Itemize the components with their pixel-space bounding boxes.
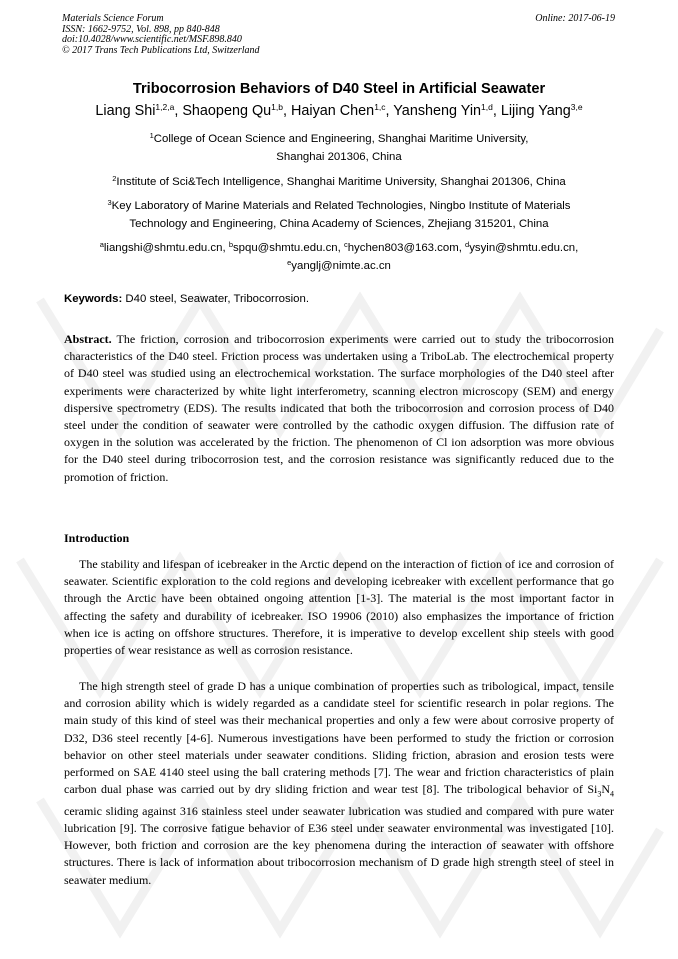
affiliation-2: $^2$Institute of Sci&Tech Intelligence, Shanghai Maritime University, Shanghai 201306, China [112, 174, 566, 188]
doi-line: doi:10.4028/www.scientific.net/MSF.898.840 [62, 34, 242, 46]
section-heading-introduction: Introduction [64, 531, 130, 545]
author-name: Haiyan Chen [290, 103, 375, 119]
keywords-label: Keywords: [64, 293, 123, 305]
keywords [64, 293, 309, 305]
email-c: hychen803@163.com, [347, 242, 462, 254]
author-name: Yansheng Yin [393, 103, 482, 119]
email-e: yanglj@nimte.ac.cn [291, 259, 391, 272]
email-a: liangshi@shmtu.edu.cn, [103, 242, 226, 254]
intro-paragraph-2: The high strength steel of grade D has a unique combination of properties such as tribological, impact, tensile and corrosion ability which is widely regarded as a candidate steel for scientific research in polar regions. The main study of this kind of steel was their mechanical properties and only a few were about corrosive property of D32, D36 steel recently [4-6]. Numerous investigations have been performed to study the friction or corrosion behavior on other steel materials under seawater conditions. Sliding friction, abrasion and erosion tests were performed on SAE 4140 steel using the ball cratering methods [7]. The wear and friction characteristics of plain carbon dual phase was carried out by dry sliding friction and wear test [8]. The tribological behavior of $Si_3N_4$ ceramic sliding against 316 stainless steel under seawater lubrication was studied and compared with pure water lubrication [9]. The corrosive fatigue behavior of E36 steel under seawater environmental was investigated [10]. However, both friction and corrosion are the key phenomena during the interaction of seawater with offshore structures. There is lack of information about tribocorrosion mechanism of D grade high strength steel of steel in seawater medium. [64, 679, 614, 887]
intro-paragraph-1: The stability and lifespan of icebreaker in the Arctic depend on the interaction of fiction of ice and corrosion of seawater. Scientific exploration to the cold regions and developing icebreaker with excellent performance that go through the Arctic have been obtained ongoing attention [1-3]. The material is the most important factor in affecting the safety and durability of icebreaker. ISO 19906 (2010) also emphasizes the importance of friction when ice is acting on offshore structures. Therefore, it is imperative to develop excellent ship steels with good properties of wear resistance as well as corrosion resistance. [64, 557, 614, 658]
chemical-formula: $Si_3N_4$ [587, 782, 614, 799]
author-name: Shaopeng Qu [182, 103, 272, 119]
author-name: Liang Shi [95, 103, 156, 119]
email-d: ysyin@shmtu.edu.cn, [469, 242, 579, 254]
journal-name: Materials Science Forum [62, 13, 164, 24]
issn-line: ISSN: 1662-9752, Vol. 898, pp 840-848 [62, 23, 220, 35]
author-emails: $^a$liangshi@shmtu.edu.cn, $^b$spqu@shmtu.edu.cn, $^c$hychen803@163.com, $^d$ysyin@shmtu.edu.cn, $^e$yanglj@nimte.ac.cn [99, 240, 579, 272]
author-name: Lijing Yang [500, 103, 571, 119]
paper-title: Tribocorrosion Behaviors of D40 Steel in Artificial Seawater [132, 81, 546, 97]
copyright-line: © 2017 Trans Tech Publications Ltd, Switzerland [62, 44, 260, 56]
affiliation-1: $^1$College of Ocean Science and Engineering, Shanghai Maritime University, Shanghai 201306, China [149, 131, 529, 163]
journal-header [62, 14, 260, 56]
author-list: Liang Shi$^{1,2,a}$, Shaopeng Qu$^{1,b}$, Haiyan Chen$^{1,c}$, Yansheng Yin$^{1,d}$, Lijing Yang$^{3,e}$ [95, 102, 583, 119]
email-b: spqu@shmtu.edu.cn, [232, 242, 341, 254]
author-affiliation-sup: 1,2,a [155, 102, 175, 112]
abstract-label: Abstract. [64, 332, 112, 346]
author-affiliation-sup: 1,b [271, 102, 283, 112]
abstract-text: The friction, corrosion and tribocorrosion experiments were carried out to study the tribocorrosion characteristics of the D40 steel. Friction process was undertaken using a TriboLab. The electrochemical property of D40 steel was studied using an electrochemical workstation. The surface morphologies of the D40 steel after experiments were characterized by white light interferometry, scanning electron microscopy (SEM) and energy dispersive spectrometry (EDS). The results indicated that both the tribocorrosion and corrosion process of D40 steel under the condition of seawater were controlled by the cathodic oxygen diffusion. The diffusion rate of oxygen in the solution was accelerated by the friction. The phenomenon of Cl ion adsorption was more obvious for the D40 steel during tribocorrosion test, and the corrosion resistance was significantly reduced due to the promotion of friction. [64, 332, 614, 484]
affiliation-3: $^3$Key Laboratory of Marine Materials and Related Technologies, Ningbo Institute of Materials Technology and Engineering, China Academy of Sciences, Zhejiang 315201, China [107, 198, 571, 230]
online-date: Online: 2017-06-19 [535, 13, 615, 24]
keywords-text: D40 steel, Seawater, Tribocorrosion. [125, 293, 310, 305]
abstract [64, 331, 614, 486]
author-affiliation-sup: 1,c [374, 102, 386, 112]
author-affiliation-sup: 1,d [481, 102, 493, 112]
author-affiliation-sup: 3,e [570, 102, 583, 112]
